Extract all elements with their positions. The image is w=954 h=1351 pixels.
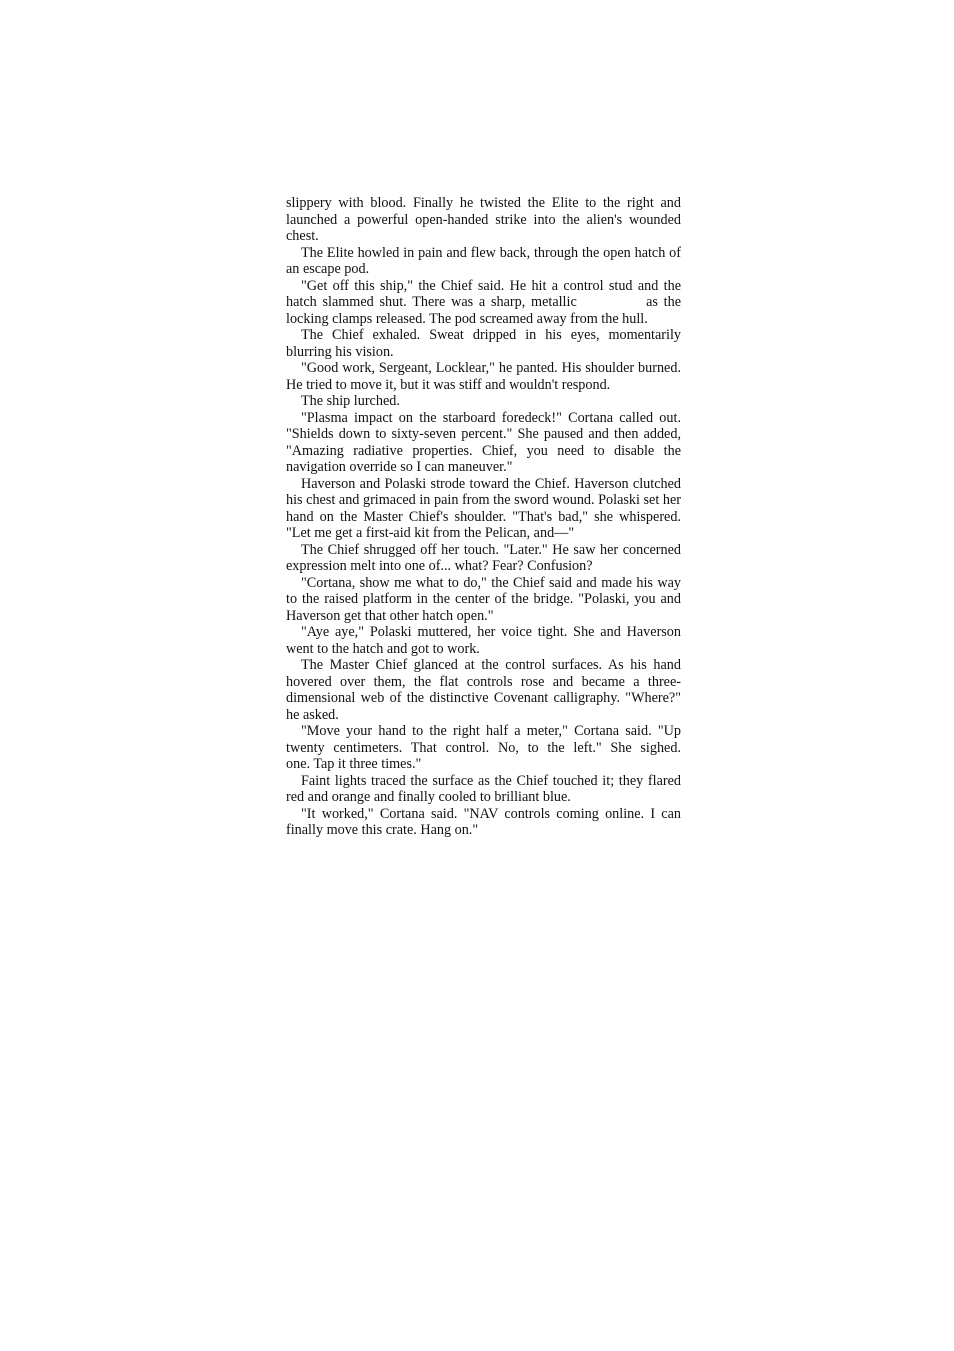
paragraph-10: "Cortana, show me what to do," the Chief said and made his way to the raised platform in the center of the bridge. "Polaski, you and Haverson get that other hatch open.": [286, 574, 681, 624]
paragraph-11: "Aye aye," Polaski muttered, her voice tight. She and Haverson went to the hatch and got to work.: [286, 624, 681, 657]
paragraph-2: The Elite howled in pain and flew back, through the open hatch of an escape pod.: [286, 244, 681, 277]
paragraph-13: "Move your hand to the right half a meter," Cortana said. "Up twenty centimeters. That control. No, to the left." She sighed. one. Tap it three times.": [286, 723, 710, 772]
paragraph-8: Haverson and Polaski strode toward the Chief. Haverson clutched his chest and grimaced in pain from the sword wound. Polaski set her hand on the Master Chief's shoulder. "That's bad," she whispered. "Let me get a first-aid kit from the Pelican, and—": [286, 475, 681, 541]
paragraph-7: "Plasma impact on the starboard foredeck!" Cortana called out. "Shields down to sixty-seven percent." She paused and then added, "Amazing radiative properties. Chief, you need to disable the navigation override so I can maneuver.": [286, 409, 681, 475]
paragraph-3: "Get off this ship," the Chief said. He hit a control stud and the hatch slammed shut. There was a sharp, metallic as the locking clamps released. The pod screamed away from the hull.: [286, 277, 685, 327]
paragraph-1: slippery with blood. Finally he twisted the Elite to the right and launched a powerful open-handed strike into the alien's wounded chest.: [286, 195, 681, 244]
paragraph-9: The Chief shrugged off her touch. "Later." He saw her concerned expression melt into one of... what? Fear? Confusion?: [286, 541, 681, 574]
paragraph-14: Faint lights traced the surface as the Chief touched it; they flared red and orange and finally cooled to brilliant blue.: [286, 772, 681, 805]
page-text: [286, 195, 710, 839]
paragraph-6: The ship lurched.: [301, 393, 400, 409]
paragraph-12: The Master Chief glanced at the control surfaces. As his hand hovered over them, the flat controls rose and became a three-dimensional web of the distinctive Covenant calligraphy. "Where?" he asked.: [286, 657, 681, 723]
paragraph-15: "It worked," Cortana said. "NAV controls coming online. I can finally move this crate. Hang on.": [286, 805, 681, 838]
paragraph-5: "Good work, Sergeant, Locklear," he panted. His shoulder burned. He tried to move it, but it was stiff and wouldn't respond.: [286, 360, 681, 393]
paragraph-4: The Chief exhaled. Sweat dripped in his eyes, momentarily blurring his vision.: [286, 327, 681, 360]
